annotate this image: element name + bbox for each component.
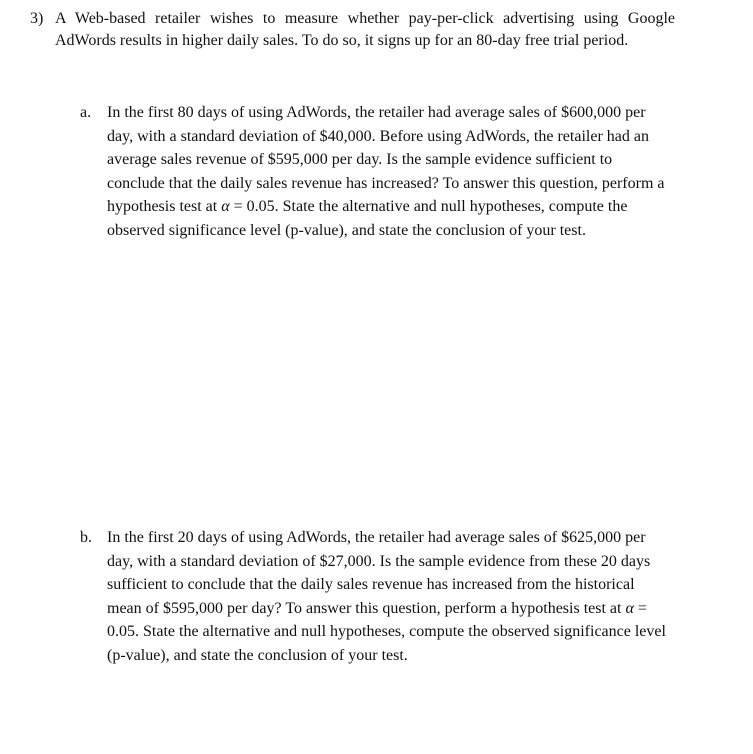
part-b [80, 526, 670, 667]
part-b-text-start: In the first 20 days of using AdWords, the retailer had average sales of $625,000 per day, with a standard deviation of $27,000. Is the sample evidence from these 20 days sufficient to conclude that the daily sales revenue has increased from the historical mean of $595,000 per day? To answer this question, perform a hypothesis test at [107, 529, 651, 617]
question-stem [30, 8, 690, 52]
part-a-text-end: = 0.05. State the alternative and null hypotheses, compute the observed significance level (p-value), and state the conclusion of your test. [107, 198, 628, 239]
part-a [80, 101, 670, 242]
part-b-text-end: = 0.05. State the alternative and null hypotheses, compute the observed significance level (p-value), and state the conclusion of your test. [107, 599, 666, 664]
part-a-alpha-symbol: α [221, 198, 230, 215]
part-a-label: a. [80, 104, 92, 121]
part-b-alpha-symbol: α [625, 599, 634, 617]
question-3 [30, 8, 690, 52]
part-a-text-start: In the first 80 days of using AdWords, the retailer had average sales of $600,000 per day, with a standard deviation of $40,000. Before using AdWords, the retailer had an average sales revenue of $595,000 per day. Is the sample evidence sufficient to conclude that the daily sales revenue has increased? To answer this question, perform a hypothesis test at [107, 104, 665, 215]
question-text: A Web-based retailer wishes to measure whether pay-per-click advertising using Google AdWords results in higher daily sales. To do so, it signs up for an 80-day free trial period. [55, 10, 675, 49]
question-number: 3) [30, 10, 44, 27]
part-b-text [107, 526, 670, 667]
part-a-text [107, 101, 670, 242]
part-b-label: b. [80, 529, 92, 546]
